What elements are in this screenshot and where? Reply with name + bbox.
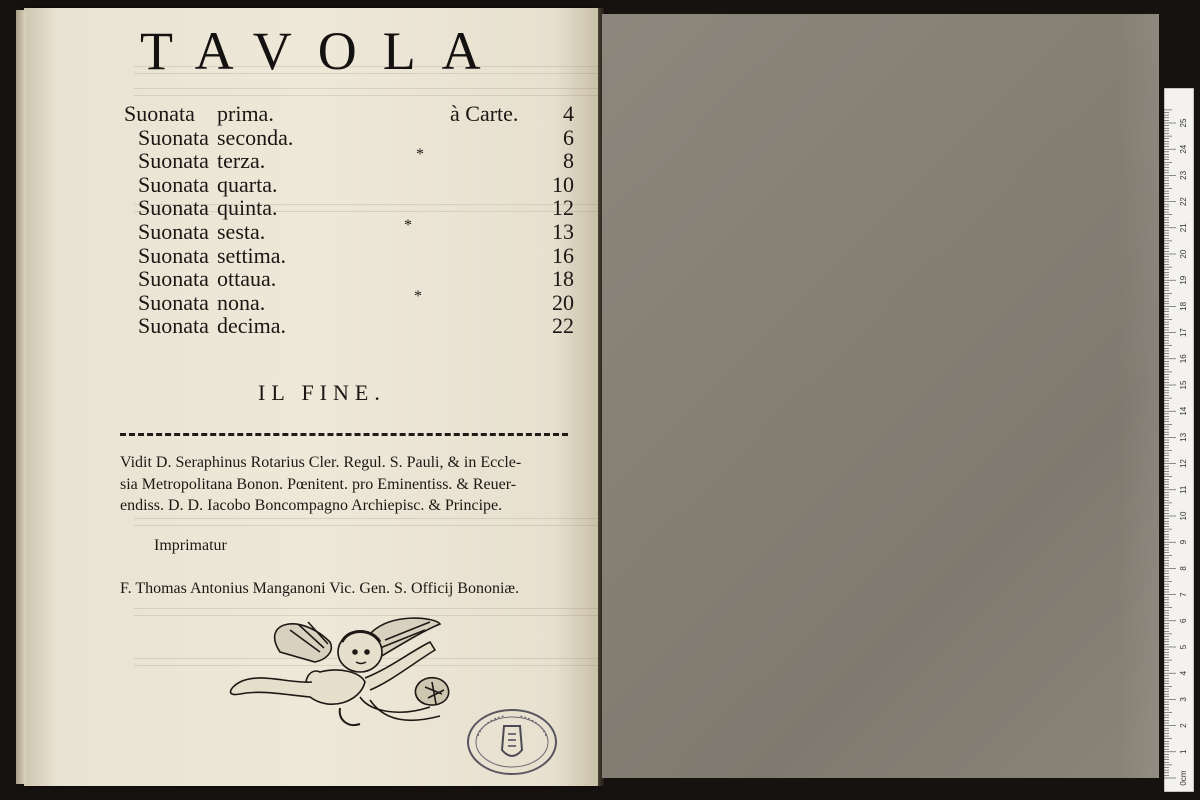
fine-heading: IL FINE. — [258, 380, 386, 405]
toc-name: quarta. — [217, 171, 278, 197]
ruler-label: 22 — [1179, 197, 1189, 207]
ruler-label: 12 — [1179, 459, 1189, 469]
imprimatur-line: endiss. D. D. Iacobo Boncompagno Archiepisc. & Principe. — [120, 497, 503, 514]
toc-row — [124, 313, 574, 337]
toc-name: terza. — [217, 148, 266, 174]
measuring-ruler — [1164, 88, 1194, 792]
page-title: TAVOLA — [140, 21, 507, 81]
ruler-label: 14 — [1179, 406, 1189, 416]
toc-name: quinta. — [217, 195, 278, 221]
imprimatur-line: Vidit D. Seraphinus Rotarius Cler. Regul. S. Pauli, & in Eccle- — [120, 454, 522, 471]
table-of-contents — [124, 101, 574, 337]
ruler-label: 25 — [1179, 118, 1189, 128]
toc-row — [124, 287, 574, 315]
toc-row — [124, 243, 574, 267]
toc-label: Suonata — [124, 101, 195, 126]
toc-label: Suonata — [138, 171, 209, 197]
toc-label: Suonata — [138, 195, 209, 221]
toc-row — [124, 101, 574, 125]
toc-name: nona. — [217, 289, 266, 315]
toc-page: 6 — [563, 124, 574, 150]
toc-label: Suonata — [138, 313, 209, 339]
toc-page: 16 — [552, 242, 574, 268]
asterisk-ornament: * — [414, 287, 422, 305]
dashed-rule — [120, 433, 568, 436]
ruler-label: 20 — [1179, 249, 1189, 259]
toc-label: Suonata — [138, 242, 209, 268]
asterisk-ornament: * — [416, 146, 424, 164]
ruler-label: 2 — [1179, 723, 1189, 728]
toc-name: seconda. — [217, 124, 294, 150]
ruler-label: 15 — [1179, 380, 1189, 390]
toc-name: settima. — [217, 242, 287, 268]
toc-label: Suonata — [138, 148, 209, 174]
toc-label: Suonata — [138, 124, 209, 150]
ruler-label: 13 — [1179, 432, 1189, 442]
toc-row — [124, 195, 574, 219]
toc-page: 8 — [563, 148, 574, 174]
bleed-through-stave — [134, 518, 604, 526]
toc-name: prima. — [217, 101, 274, 126]
toc-row — [124, 125, 574, 149]
toc-row — [124, 172, 574, 196]
ruler-label: 9 — [1179, 539, 1189, 545]
ruler-label: 8 — [1179, 566, 1189, 571]
signature-line: F. Thomas Antonius Manganoni Vic. Gen. S. Officij Bononiæ. — [120, 580, 520, 597]
toc-name: sesta. — [217, 218, 266, 244]
bleed-through-stave — [134, 88, 604, 96]
ruler-label: 21 — [1179, 223, 1189, 233]
ruler-label: 4 — [1179, 670, 1189, 676]
toc-label: Suonata — [138, 218, 209, 244]
ruler-label: 3 — [1179, 697, 1189, 702]
toc-page: 12 — [552, 195, 574, 221]
asterisk-ornament: * — [404, 216, 412, 234]
ruler-label: 0cm — [1179, 770, 1189, 786]
toc-page: 4 — [563, 101, 574, 126]
toc-page: 22 — [552, 313, 574, 339]
ruler-label: 23 — [1179, 170, 1189, 180]
cherub-woodcut-icon — [220, 612, 460, 736]
library-stamp-icon — [464, 706, 560, 778]
ruler-label: 16 — [1179, 354, 1189, 364]
toc-label: Suonata — [138, 289, 209, 315]
toc-name: decima. — [217, 313, 287, 339]
ruler-label: 5 — [1179, 644, 1189, 650]
toc-row — [124, 148, 574, 172]
ruler-label: 7 — [1179, 592, 1189, 597]
imprimatur-line: sia Metropolitana Bonon. Pœnitent. pro Eminentiss. & Reuer- — [120, 475, 517, 493]
toc-page: 10 — [552, 171, 574, 197]
ruler-label: 19 — [1179, 275, 1189, 285]
right-endpaper — [602, 14, 1159, 778]
toc-page: 13 — [552, 218, 574, 244]
ruler-label: 11 — [1179, 485, 1189, 494]
toc-label: Suonata — [138, 266, 209, 292]
toc-row — [124, 216, 574, 244]
ruler-label: 1 — [1179, 749, 1189, 755]
ruler-label: 10 — [1179, 511, 1189, 521]
ruler-label: 18 — [1179, 301, 1189, 311]
ruler-label: 17 — [1179, 328, 1189, 338]
carte-label: à Carte. — [450, 101, 519, 126]
toc-page: 18 — [552, 266, 574, 292]
ruler-label: 24 — [1179, 144, 1189, 154]
ruler-label: 6 — [1179, 618, 1189, 624]
imprimatur-label: Imprimatur — [154, 537, 227, 554]
toc-row — [124, 266, 574, 290]
toc-name: ottaua. — [217, 266, 277, 292]
imprimatur-paragraph — [120, 452, 576, 517]
toc-page: 20 — [552, 289, 574, 315]
